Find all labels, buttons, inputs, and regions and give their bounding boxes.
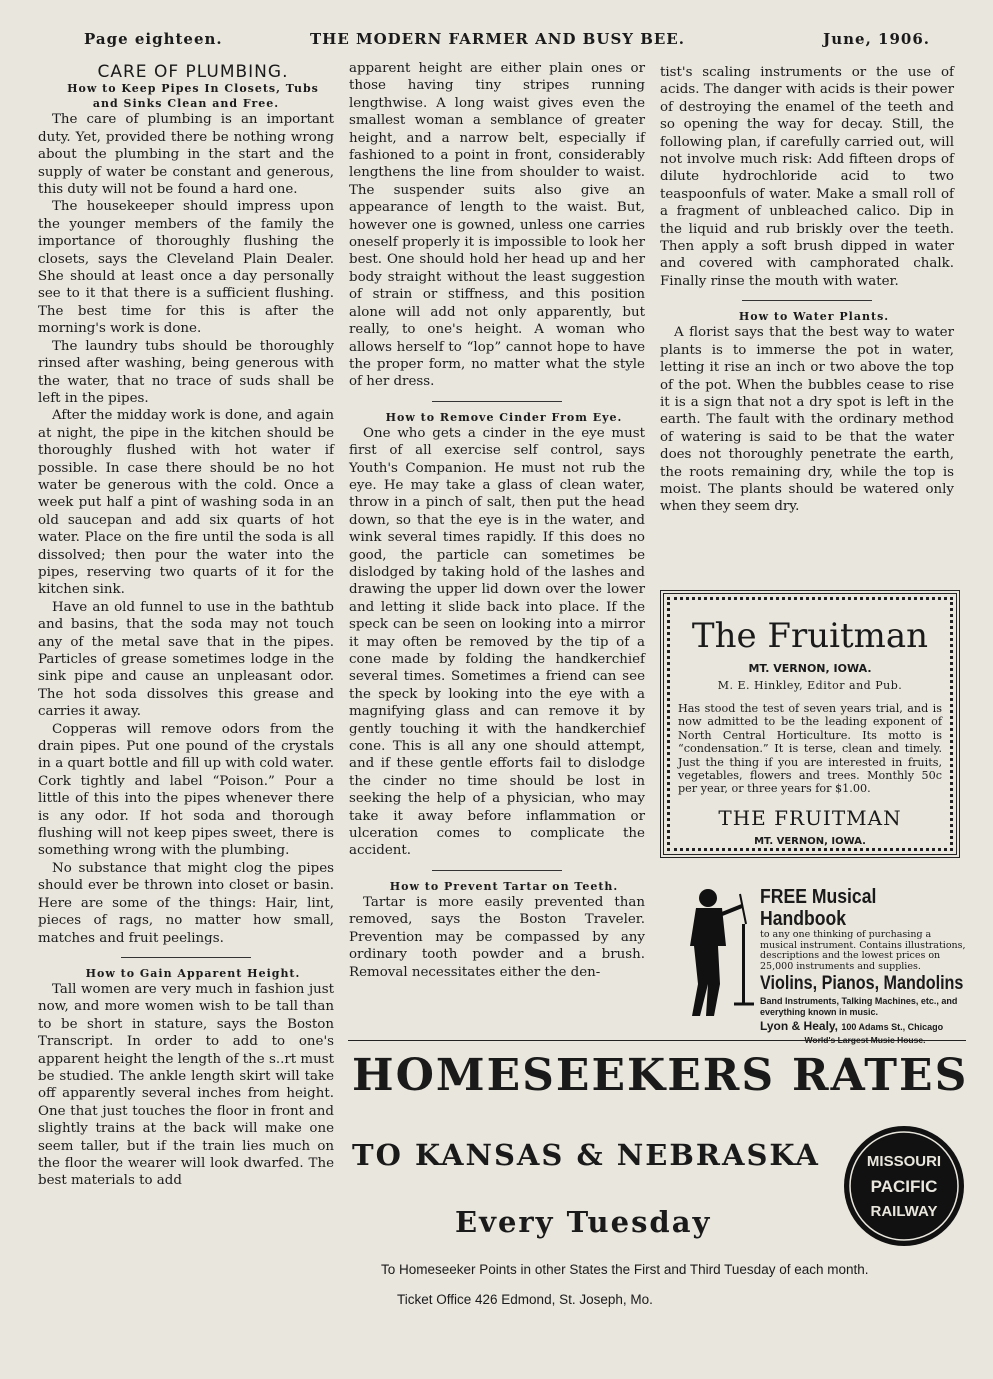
- music-handbook-ad: [664, 882, 966, 1045]
- paragraph: apparent height are either plain ones or those having tiny stripes running lengthwise. A long waist gives even the smallest woman a semblance of greater height, and a narrow belt, especially if fashioned to a point in front, considerably lengthens the line from shoulder to waist. The suspender suits also give an appearance of length to the waist. But, however one is gowned, unless one carries oneself properly it is impossible to look her best. One should hold her head up and her body straight without the least suggestion of strain or stiffness, and this position alone will add not only apparently, but really, to one's height. A woman who allows herself to “lop” cannot hope to have the proper form, no matter what the style of her dress.: [349, 61, 645, 390]
- music-street: 100 Adams St., Chicago: [841, 1022, 944, 1032]
- subheading-tartar: How to Prevent Tartar on Teeth.: [389, 879, 619, 893]
- paragraph: Tartar is more easily prevented than removed, says the Boston Traveler. Prevention may be compassed by any ordinary tooth powder and a brush. Removal necessitates either the den-: [349, 894, 645, 980]
- paragraph: Tall women are very much in fashion just now, and more women wish to be tall than to be short in stature, says the Boston Transcript. In order to add to one's apparent height the length of the s..rt must be studied. The ankle length skirt will take off apparently several inches from height. One that just touches the floor in front and slightly trains at the back will make one seem taller, but if the train lies much on the floor the wearer will look dwarfed. The best materials to add: [38, 981, 334, 1189]
- headline-word-1: HOMESEEKERS: [352, 1050, 776, 1101]
- ad-divider: [348, 1040, 966, 1041]
- homeseekers-details: To Homeseeker Points in other States the First and Third Tuesday of each month.: [381, 1262, 869, 1277]
- paragraph: The housekeeper should impress upon the younger members of the family the importance of thoroughly flushing the closets, says the Cleveland Plain Dealer. She should at least once a day personally see to it that there is a sufficient flushing. The best time for this is after the morning's work is done.: [38, 199, 334, 337]
- page-header: [70, 30, 930, 52]
- seal-line-3: RAILWAY: [870, 1203, 938, 1220]
- paragraph: One who gets a cinder in the eye must first of all exercise self control, says Youth's Companion. He must not rub the eye. He may take a glass of clean water, throw in a pinch of salt, then put the head down, so that the eye is in the water, and wink several times rapidly. If this does no good, the particle can sometimes be dislodged by taking hold of the lashes and drawing the upper lid down over the lower and letting it slide back into place. If the speck can be seen on looking into a mirror it may often be removed by the tip of a cone made by folding the handkerchief several times. Sometimes a friend can see the speck by looking into the eye with a magnifying glass and can remove it by gently touching it with the handkerchief cone. This is all any one should attempt, and if these gentle efforts fail to dislodge the cinder no time should be lost in seeking the help of a physician, who may take it away before inflammation or ulceration comes to complicate the accident.: [349, 425, 645, 859]
- paragraph: After the midday work is done, and again at night, the pipe in the kitchen should be thoroughly flushed with hot water if possible. In case there should be no hot water be generous with the cold. Once a week put half a pint of washing soda in an old saucepan and add six quarts of hot water. Place on the fire until the soda is all dissolved; then pour the water into the pipes, reserving two quarts of it for the kitchen sink.: [38, 408, 334, 598]
- homeseekers-office: Ticket Office 426 Edmond, St. Joseph, Mo.: [397, 1292, 653, 1307]
- subheading-height: How to Gain Apparent Height.: [85, 966, 301, 980]
- paragraph: tist's scaling instruments or the use of acids. The danger with acids is their power of destroying the enamel of the teeth and so opening the way for decay. Still, the following plan, if carefully carried out, will not involve much risk: Add fifteen drops of dilute hydrochloride acid to two teaspoonfuls of water. Make a small roll of a fragment of unbleached calico. Dip in the liquid and rub briskly over the teeth. Then apply a soft brush dipped in water and covered with camphorated chalk. Finally rinse the mouth with water.: [660, 65, 954, 289]
- section-divider: [742, 300, 872, 301]
- ad-title: The Fruitman: [691, 616, 929, 656]
- section-divider: [121, 957, 251, 958]
- ad-body: Has stood the test of seven years trial, and is now admitted to be the leading exponent of North Central Horticulture. Its motto is “condensation.” It is terse, clean and timely. Just the thing if you are interested in fruits, vegetables, flowers and trees. Monthly 50c per year, or three years for $1.00.: [678, 702, 942, 796]
- music-extra: Band Instruments, Talking Machines, etc., and everything known in music.: [760, 996, 958, 1017]
- column-1: [38, 64, 334, 1190]
- music-description: to any one thinking of purchasing a musical instrument. Contains illustrations, descriptions and the lowest prices on 25,000 instruments and supplies.: [760, 929, 966, 972]
- paragraph: Have an old funnel to use in the bathtub and basins, that the soda may not touch any of the metal save that in the pipes. Particles of grease sometimes lodge in the sink pipe and cause an unpleasant odor. The hot soda dissolves this grease and carries it away.: [38, 599, 334, 720]
- seal-line-2: PACIFIC: [870, 1177, 938, 1196]
- musician-figure-icon: [670, 884, 760, 1024]
- headline-word-2: RATES: [792, 1050, 969, 1101]
- newspaper-title: THE MODERN FARMER AND BUSY BEE.: [310, 30, 685, 48]
- ad-editor: M. E. Hinkley, Editor and Pub.: [717, 679, 903, 692]
- homeseekers-headline: [352, 1050, 969, 1101]
- music-title: FREE Musical Handbook: [760, 886, 877, 930]
- music-company: Lyon & Healy,: [760, 1019, 839, 1033]
- paragraph: No substance that might clog the pipes should ever be thrown into closet or basin. Here are some of the things: Hair, lint, pieces of rags, no matter how small, matches and fruit peelings.: [38, 860, 334, 946]
- section-divider: [432, 401, 562, 402]
- subheading-pipes: How to Keep Pipes In Closets, Tubs and Sinks Clean and Free.: [67, 82, 319, 111]
- subheading-plants: How to Water Plants.: [738, 310, 890, 324]
- music-instruments: Violins, Pianos, Mandolins: [760, 973, 964, 994]
- missouri-pacific-seal-icon: [842, 1124, 966, 1248]
- homeseekers-destination: TO KANSAS & NEBRASKA: [352, 1138, 820, 1172]
- music-address: [760, 1019, 970, 1035]
- ad-title-footer: THE FRUITMAN: [718, 805, 902, 830]
- paragraph: The laundry tubs should be thoroughly rinsed after washing, being generous with the water, that no trace of suds shall be left in the pipes.: [38, 338, 334, 406]
- article-title: CARE OF PLUMBING.: [97, 62, 289, 82]
- fruitman-ad: [660, 590, 960, 858]
- seal-line-1: MISSOURI: [866, 1153, 942, 1170]
- section-divider: [432, 870, 562, 871]
- column-3: [660, 64, 954, 516]
- ad-location: MT. VERNON, IOWA.: [748, 662, 872, 675]
- paragraph: The care of plumbing is an important duty. Yet, provided there be nothing wrong about the plumbing in the start and the supply of water be constant and generous, this duty will not be found a hard one.: [38, 112, 334, 198]
- music-tagline: World's Largest Music House.: [804, 1035, 926, 1045]
- issue-date: June, 1906.: [823, 30, 930, 48]
- page-number: Page eighteen.: [84, 30, 223, 48]
- subheading-cinder: How to Remove Cinder From Eye.: [385, 410, 623, 424]
- paragraph: A florist says that the best way to water plants is to immerse the pot in water, letting it rise an inch or two above the top of the pot. When the bubbles cease to rise it is a sign that not a dry spot is left in the earth. The fault with the ordinary method of watering is said to be that the water does not thoroughly penetrate the earth, the roots remaining dry, while the top is moist. The plants should be watered only when they seem dry.: [660, 325, 954, 515]
- ad-location-footer: MT. VERNON, IOWA.: [754, 835, 866, 847]
- homeseekers-schedule: Every Tuesday: [455, 1205, 712, 1239]
- column-2: [349, 60, 645, 981]
- paragraph: Copperas will remove odors from the drain pipes. Put one pound of the crystals in a quart bottle and fill up with cold water. Cork tightly and label “Poison.” Pour a little of this into the pipes whenever there is any odor. If hot soda and thorough flushing will not keep pipes sweet, there is something wrong with the plumbing.: [38, 721, 334, 859]
